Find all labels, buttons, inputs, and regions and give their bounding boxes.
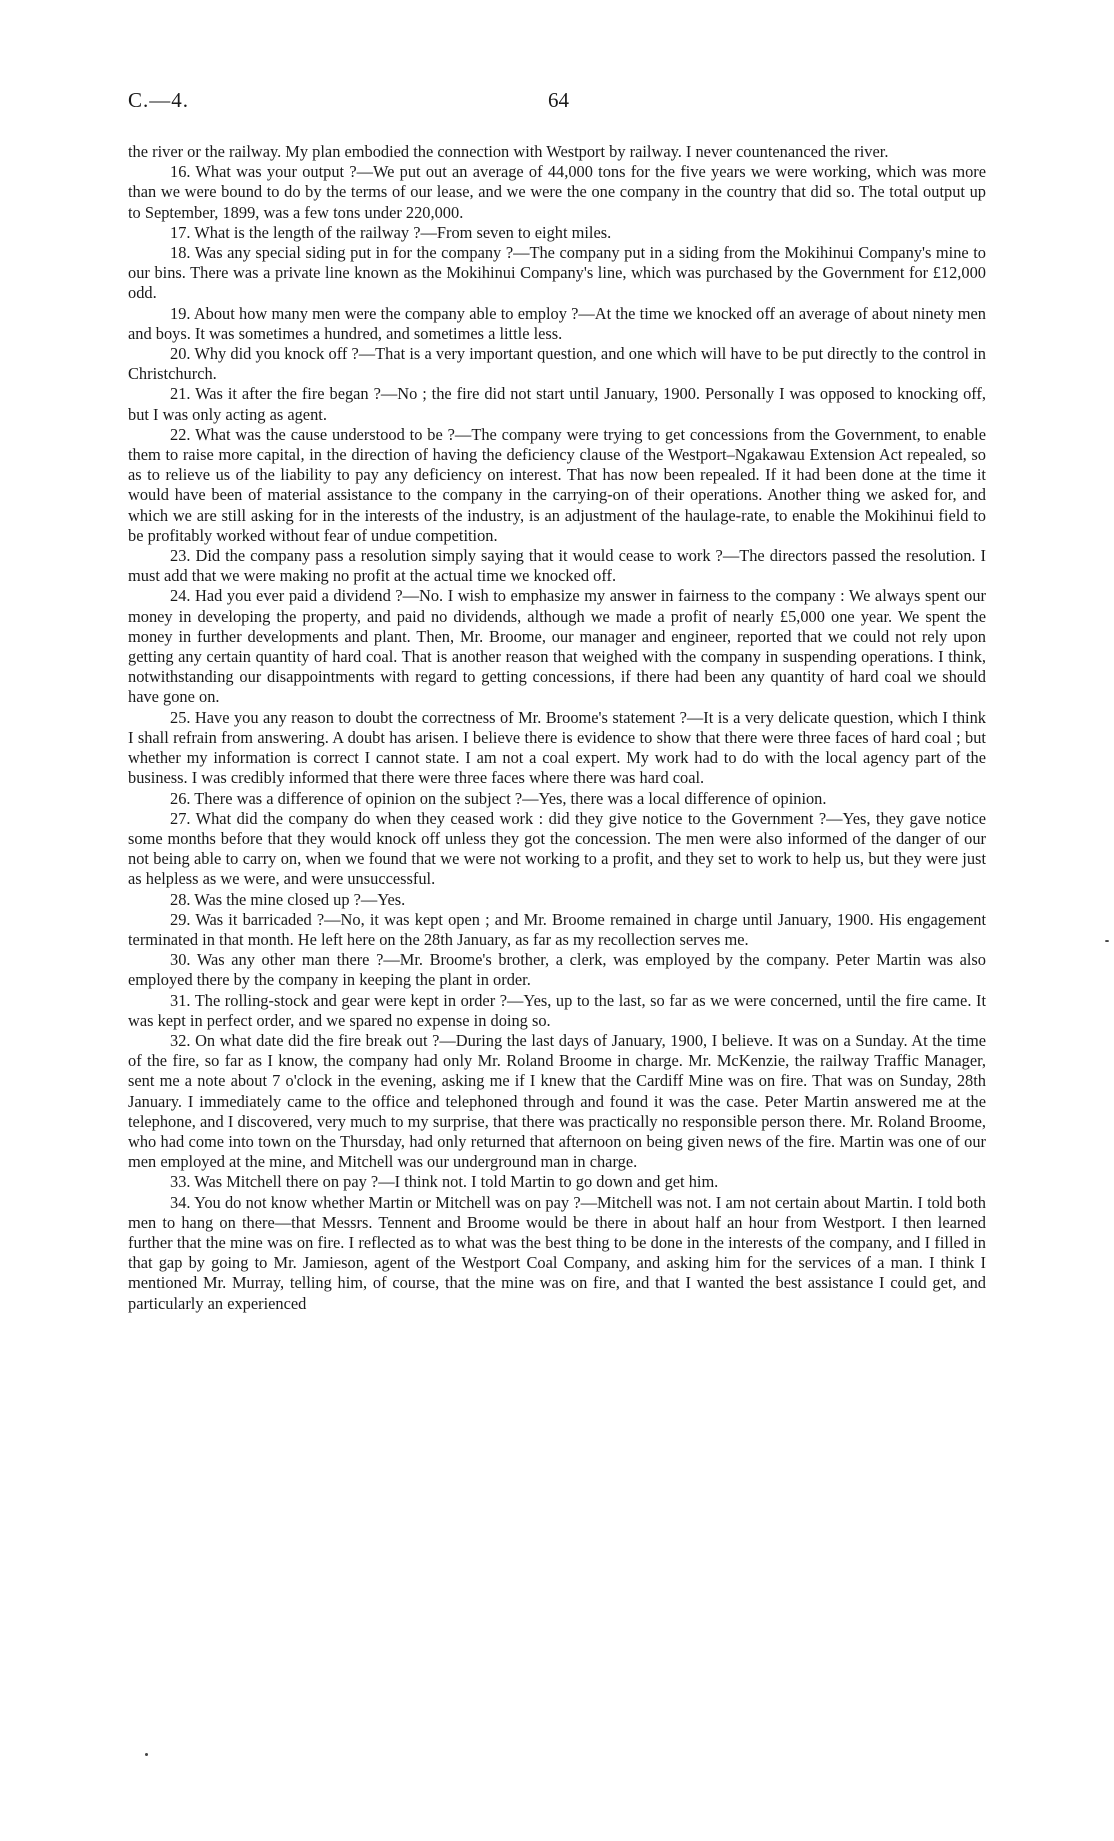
paragraph-26: 26. There was a difference of opinion on the subject ?—Yes, there was a local difference of opinion.: [170, 788, 827, 808]
paragraph-19: 19. About how many men were the company able to employ ?—At the time we knocked off an average of about ninety men and boys. It was sometimes a hundred, and sometimes a little less.: [128, 303, 986, 343]
paragraph-16: 16. What was your output ?—We put out an average of 44,000 tons for the five years we were working, which was more than we were bound to do by the terms of our lease, and we were the one company in the country that did so. The total output up to September, 1899, was a few tons under 220,000.: [128, 162, 986, 222]
paragraph-30: 30. Was any other man there ?—Mr. Broome's brother, a clerk, was employed by the company. Peter Martin was also employed there by the company in keeping the plant in order.: [128, 950, 986, 990]
document-reference: C.—4.: [128, 88, 190, 112]
paragraph-31: 31. The rolling-stock and gear were kept in order ?—Yes, up to the last, so far as we were concerned, until the fire came. It was kept in perfect order, and we spared no expense in doing so.: [128, 990, 986, 1030]
document-body: [128, 142, 986, 1314]
paragraph-22: 22. What was the cause understood to be ?—The company were trying to get concessions from the Government, to enable them to raise more capital, in the direction of having the deficiency clause of the Westport–Ngakawau Extension Act repealed, so as to relieve us of the liability to pay any deficiency on interest. That has now been repealed. If it had been done at the time it would have been of material assistance to the company in the carrying-on of their operations. Another thing we asked for, and which we are still asking for in the interests of the industry, is an adjustment of the haulage-rate, to enable the Mokihinui field to be profitably worked without fear of undue competition.: [128, 424, 986, 545]
paragraph-32: 32. On what date did the fire break out ?—During the last days of January, 1900, I believe. It was on a Sunday. At the time of the fire, so far as I know, the company had only Mr. Roland Broome in charge. Mr. McKenzie, the railway Traffic Manager, sent me a note about 7 o'clock in the evening, asking me if I knew that the Cardiff Mine was on fire. That was on Sunday, 28th January. I immediately came to the office and telephoned through and found it was the case. Peter Martin answered me at the telephone, and I discovered, very much to my surprise, that there was practically no responsible person there. Mr. Roland Broome, who had come into town on the Thursday, had only returned that afternoon on being given news of the fire. Martin was one of our men employed at the mine, and Mitchell was our underground man in charge.: [128, 1030, 986, 1172]
paragraph-23: 23. Did the company pass a resolution simply saying that it would cease to work ?—The directors passed the resolution. I must add that we were making no profit at the actual time we knocked off.: [128, 546, 986, 586]
scan-speck: [145, 1753, 148, 1756]
paragraph-27: 27. What did the company do when they ceased work : did they give notice to the Government ?—Yes, they gave notice some months before that they would knock off unless they got the concession. The men were also informed of the danger of our not being able to carry on, when we found that we were not working to a profit, and they set to work to help us, but they were just as helpless as we were, and were unsuccessful.: [128, 808, 986, 889]
paragraph-21: 21. Was it after the fire began ?—No ; the fire did not start until January, 1900. Personally I was opposed to knocking off, but I was only acting as agent.: [128, 384, 986, 424]
page-number: 64: [548, 88, 569, 112]
paragraph-34: 34. You do not know whether Martin or Mitchell was on pay ?—Mitchell was not. I am not certain about Martin. I told both men to hang on there—that Messrs. Tennent and Broome would be there in about half an hour from Westport. I then learned further that the mine was on fire. I reflected as to what was the best thing to be done in the interests of the company, and I filled in that gap by going to Mr. Jamieson, agent of the Westport Coal Company, and asking him for the services of a man. I think I mentioned Mr. Murray, telling him, of course, that the mine was on fire, and that I wanted the best assistance I could get, and particularly an experienced: [128, 1192, 986, 1313]
paragraph-25: 25. Have you any reason to doubt the correctness of Mr. Broome's statement ?—It is a very delicate question, which I think I shall refrain from answering. A doubt has arisen. I believe there is evidence to show that there were three faces of hard coal ; but whether my information is correct I cannot state. I am not a coal expert. My work had to do with the local agency part of the business. I was credibly informed that there were three faces where there was hard coal.: [128, 707, 986, 788]
page-header: [128, 88, 986, 118]
paragraph-33: 33. Was Mitchell there on pay ?—I think not. I told Martin to go down and get him.: [170, 1172, 719, 1192]
paragraph-18: 18. Was any special siding put in for the company ?—The company put in a siding from the Mokihinui Company's mine to our bins. There was a private line known as the Mokihinui Company's line, which was purchased by the Government for £12,000 odd.: [128, 243, 986, 303]
paragraph-24: 24. Had you ever paid a dividend ?—No. I wish to emphasize my answer in fairness to the company : We always spent our money in developing the property, and paid no dividends, although we made a profit of nearly £5,000 one year. We spent the money in further developments and plant. Then, Mr. Broome, our manager and engineer, reported that we could not rely upon getting any certain quantity of hard coal. That is another reason that weighed with the company in suspending operations. I think, notwithstanding our disappointments with regard to getting concessions, if there had been any quantity of hard coal we should have gone on.: [128, 586, 986, 707]
paragraph-20: 20. Why did you knock off ?—That is a very important question, and one which will have to be put directly to the control in Christchurch.: [128, 344, 986, 384]
paragraph-continuation: the river or the railway. My plan embodied the connection with Westport by railway. I never countenanced the river.: [128, 142, 889, 161]
scan-speck: [1105, 940, 1109, 942]
paragraph-17: 17. What is the length of the railway ?—From seven to eight miles.: [170, 222, 612, 242]
paragraph-29: 29. Was it barricaded ?—No, it was kept open ; and Mr. Broome remained in charge until January, 1900. His engagement terminated in that month. He left here on the 28th January, as far as my recollection serves me.: [128, 909, 986, 949]
paragraph-28: 28. Was the mine closed up ?—Yes.: [170, 889, 406, 909]
